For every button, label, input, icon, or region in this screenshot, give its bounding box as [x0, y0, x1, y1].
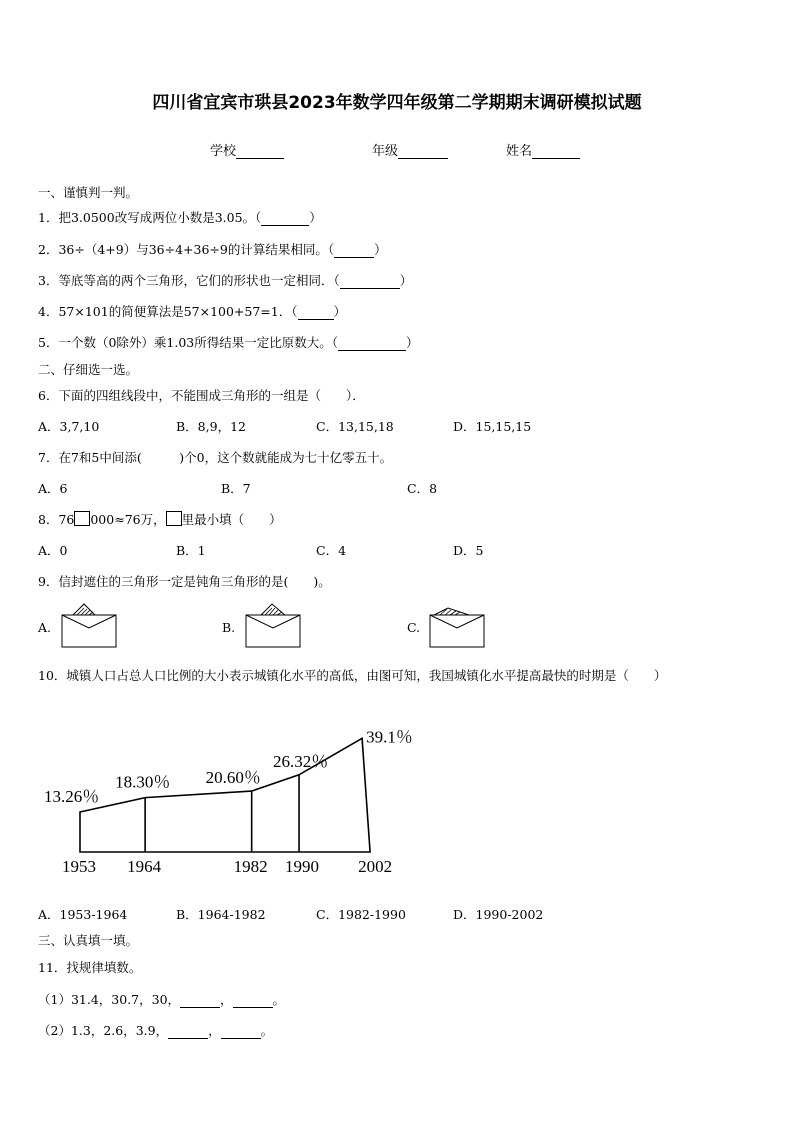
- option-d[interactable]: D．5: [453, 543, 484, 558]
- year-tick-label: 1953: [62, 857, 96, 876]
- option-a[interactable]: A．1953-1964: [38, 907, 128, 922]
- option-c[interactable]: C．13,15,18: [316, 419, 394, 434]
- year-tick-label: 1964: [127, 857, 162, 876]
- question-3: 3．等底等高的两个三角形，它们的形状也一定相同．（ ）: [38, 273, 413, 288]
- urbanization-chart: [0, 700, 460, 885]
- section-heading-3: 三、认真填一填。: [38, 933, 139, 948]
- question-9: 9．信封遮住的三角形一定是钝角三角形的是( )。: [38, 574, 331, 589]
- data-label: 26.32％: [273, 751, 329, 771]
- question-7: 7．在7和5中间添( )个0，这个数就能成为七十亿零五十。: [38, 450, 393, 465]
- answer-blank[interactable]: [168, 1026, 208, 1039]
- question-4: 4．57×101的简便算法是57×100+57=1．（ ）: [38, 304, 347, 319]
- section-heading-2: 二、仔细选一选。: [38, 362, 139, 377]
- answer-blank[interactable]: [298, 307, 334, 320]
- option-b[interactable]: B.: [222, 620, 236, 635]
- grade-field[interactable]: 年级: [372, 140, 448, 159]
- option-b[interactable]: B．7: [221, 481, 251, 496]
- option-a[interactable]: A.: [38, 620, 52, 635]
- envelope-triangle-icon: [60, 603, 118, 649]
- box-icon: [166, 511, 182, 526]
- data-label: 39.1％: [366, 727, 413, 747]
- school-field[interactable]: 学校: [210, 140, 284, 159]
- name-field[interactable]: 姓名: [506, 140, 580, 159]
- year-tick-label: 2002: [358, 857, 393, 876]
- answer-blank[interactable]: [334, 245, 374, 258]
- option-b[interactable]: B．1: [176, 543, 206, 558]
- option-c[interactable]: C．1982-1990: [316, 907, 406, 922]
- envelope-triangle-icon: [428, 603, 486, 649]
- question-11: 11．找规律填数。: [38, 960, 142, 975]
- year-tick-label: 1982: [233, 857, 268, 876]
- option-a[interactable]: A．0: [38, 543, 68, 558]
- page-title: 四川省宜宾市珙县2023年数学四年级第二学期期末调研模拟试题: [152, 93, 642, 113]
- option-c[interactable]: C.: [407, 620, 421, 635]
- box-icon: [74, 511, 90, 526]
- data-label: 20.60％: [205, 768, 261, 788]
- answer-blank[interactable]: [180, 995, 220, 1008]
- question-5: 5．一个数（0除外）乘1.03所得结果一定比原数大。（ ）: [38, 335, 419, 350]
- option-d[interactable]: D．15,15,15: [453, 419, 532, 434]
- option-b[interactable]: B．1964-1982: [176, 907, 266, 922]
- option-c[interactable]: C．4: [316, 543, 347, 558]
- question-8: 8．76 000≈76万， 里最小填（ ）: [38, 512, 282, 527]
- option-a[interactable]: A．6: [38, 481, 68, 496]
- data-label: 13.26％: [44, 787, 100, 806]
- question-10: 10．城镇人口占总人口比例的大小表示城镇化水平的高低，由图可知，我国城镇化水平提高最快的时期是（ ）: [38, 668, 667, 683]
- question-11-part-2: （2）1.3，2.6，3.9， ， 。: [38, 1023, 274, 1038]
- option-b[interactable]: B．8,9，12: [176, 419, 246, 434]
- answer-blank[interactable]: [221, 1026, 261, 1039]
- option-a[interactable]: A．3,7,10: [38, 419, 100, 434]
- question-1: 1．把3.0500改写成两位小数是3.05。（ ）: [38, 210, 322, 225]
- answer-blank[interactable]: [340, 276, 400, 289]
- answer-blank[interactable]: [233, 995, 273, 1008]
- envelope-triangle-icon: [244, 603, 302, 649]
- year-tick-label: 1990: [285, 857, 320, 876]
- data-label: 18.30％: [115, 772, 171, 792]
- option-c[interactable]: C．8: [407, 481, 438, 496]
- section-heading-1: 一、谨慎判一判。: [38, 185, 139, 200]
- question-11-part-1: （1）31.4，30.7，30， ， 。: [38, 992, 286, 1007]
- question-2: 2．36÷（4+9）与36÷4+36÷9的计算结果相同。（ ）: [38, 242, 387, 257]
- option-d[interactable]: D．1990-2002: [453, 907, 544, 922]
- question-6: 6．下面的四组线段中，不能围成三角形的一组是（ ）．: [38, 388, 365, 403]
- answer-blank[interactable]: [338, 338, 406, 351]
- answer-blank[interactable]: [261, 213, 309, 226]
